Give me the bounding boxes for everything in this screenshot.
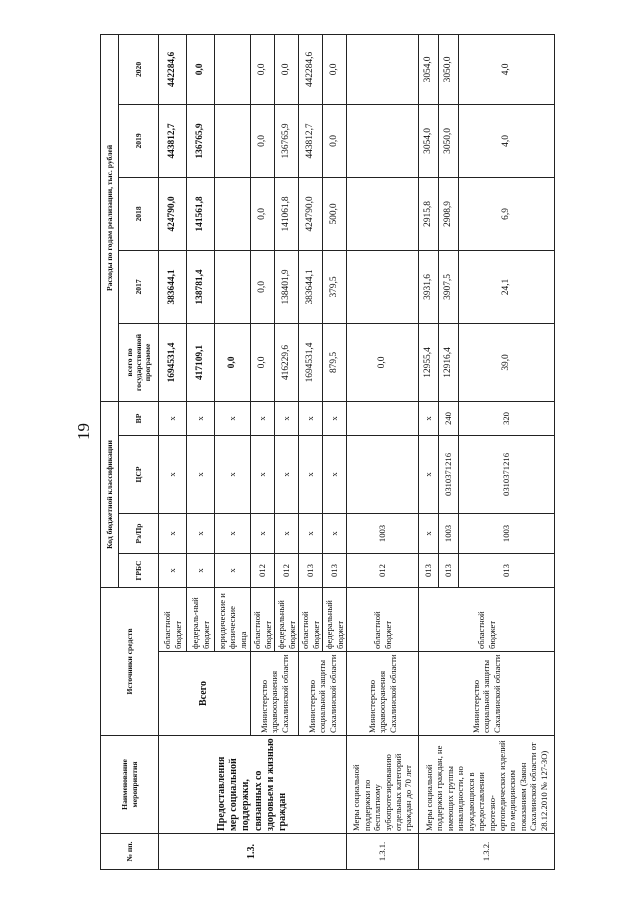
csr-cell: х — [159, 435, 187, 513]
vr-cell: х — [187, 401, 215, 435]
header-total: всего по государственной программе — [119, 323, 159, 401]
y2017-cell: 0,0 — [251, 250, 275, 323]
total-cell: 1694531,4 — [159, 323, 187, 401]
source-cell: областной бюджет — [299, 587, 323, 651]
y2019-cell: 4,0 — [459, 104, 555, 177]
csr-cell: х — [275, 435, 299, 513]
ministry-cell: Министерство социальной защиты Сахалинской области — [299, 652, 347, 736]
y2018-cell: 6,9 — [459, 177, 555, 250]
grbs-cell: 013 — [439, 553, 459, 587]
y2020-cell: 0,0 — [251, 34, 275, 104]
rzpr-cell: х — [187, 513, 215, 553]
budget-table — [100, 34, 555, 870]
y2018-cell: 424790,0 — [159, 177, 187, 250]
y2017-cell: 3907,5 — [439, 250, 459, 323]
rzpr-cell: х — [159, 513, 187, 553]
y2019-cell — [215, 104, 251, 177]
y2017-cell: 138781,4 — [187, 250, 215, 323]
y2020-cell: 3050,0 — [439, 34, 459, 104]
total-cell: 417109,1 — [187, 323, 215, 401]
grbs-cell: х — [159, 553, 187, 587]
item-name: Меры социальной поддержки граждан, не имеющих группы инвалидности, но нуждающихся в предоставлении протезно-ортопедических изделий по медицинским показаниям (Закон Сахалинской области от 28.12.2010 № 127-ЗО) — [419, 736, 555, 834]
y2018-cell: 424790,0 — [299, 177, 323, 250]
rzpr-cell: х — [251, 513, 275, 553]
table-row — [419, 34, 439, 869]
header-vr: ВР — [119, 401, 159, 435]
header-sources: Источники средств — [101, 587, 159, 735]
y2017-cell: 24,1 — [459, 250, 555, 323]
header-year-2018: 2018 — [119, 177, 159, 250]
item-num: 1.3.1. — [347, 834, 419, 870]
header-name: Наименование мероприятия — [101, 736, 159, 834]
csr-cell: х — [215, 435, 251, 513]
item-name: Меры социальной поддержки по бесплатному зубопротезированию отдельных категорий граждан до 70 лет — [347, 736, 419, 834]
vr-cell: х — [299, 401, 323, 435]
y2018-cell: 141561,8 — [187, 177, 215, 250]
y2017-cell: 3931,6 — [419, 250, 439, 323]
rzpr-cell: 1003 — [347, 513, 419, 553]
vr-cell: х — [323, 401, 347, 435]
grbs-cell: х — [187, 553, 215, 587]
y2019-cell: 3050,0 — [439, 104, 459, 177]
total-cell: 12916,4 — [439, 323, 459, 401]
vr-cell: 320 — [459, 401, 555, 435]
csr-cell: х — [299, 435, 323, 513]
rzpr-cell: х — [215, 513, 251, 553]
grbs-cell: 012 — [347, 553, 419, 587]
csr-cell: х — [251, 435, 275, 513]
ministry-cell: Министерство здравоохранения Сахалинской области — [347, 652, 419, 736]
vr-cell: х — [275, 401, 299, 435]
csr-cell: 0310371216 — [439, 435, 459, 513]
ministry-cell: Министерство здравоохранения Сахалинской области — [251, 652, 299, 736]
header-expenses: Расходы по годам реализации, тыс. рублей — [101, 34, 119, 401]
y2020-cell: 3054,0 — [419, 34, 439, 104]
y2018-cell: 0,0 — [251, 177, 275, 250]
y2019-cell: 3054,0 — [419, 104, 439, 177]
table-row — [347, 34, 419, 869]
y2019-cell: 0,0 — [251, 104, 275, 177]
section-name: Предоставления мер социальной поддержки, связанных со здоровьем и жизнью граждан — [159, 736, 347, 834]
y2018-cell: 2915,8 — [419, 177, 439, 250]
csr-cell: х — [323, 435, 347, 513]
y2017-cell: 379,5 — [323, 250, 347, 323]
grbs-cell: 012 — [251, 553, 275, 587]
y2018-cell: 500,0 — [323, 177, 347, 250]
rzpr-cell: х — [299, 513, 323, 553]
header-csr: ЦСР — [119, 435, 159, 513]
header-year-2020: 2020 — [119, 34, 159, 104]
header-year-2017: 2017 — [119, 250, 159, 323]
header-num: № пп. — [101, 834, 159, 870]
total-cell: 12955,4 — [419, 323, 439, 401]
source-cell: областной бюджет — [159, 587, 187, 651]
grbs-cell: 013 — [459, 553, 555, 587]
total-cell: 39,0 — [459, 323, 555, 401]
y2019-cell: 136765,9 — [275, 104, 299, 177]
source-cell: федеральный бюджет — [323, 587, 347, 651]
vr-cell: х — [251, 401, 275, 435]
section-num: 1.3. — [159, 834, 347, 870]
csr-cell — [347, 435, 419, 513]
source-cell: областной бюджет — [251, 587, 275, 651]
rzpr-cell: 1003 — [459, 513, 555, 553]
grbs-cell: 013 — [323, 553, 347, 587]
y2020-cell: 442284,6 — [299, 34, 323, 104]
grbs-cell: х — [215, 553, 251, 587]
y2020-cell: 0,0 — [323, 34, 347, 104]
y2018-cell: 2908,9 — [439, 177, 459, 250]
vr-cell: х — [419, 401, 439, 435]
item-num: 1.3.2. — [419, 834, 555, 870]
source-cell: юридические и физические лица — [215, 587, 251, 651]
total-cell: 0,0 — [251, 323, 275, 401]
y2020-cell: 442284,6 — [159, 34, 187, 104]
vr-cell: х — [159, 401, 187, 435]
y2019-cell — [347, 104, 419, 177]
section-total-label: Всего — [159, 652, 251, 736]
total-cell: 416229,6 — [275, 323, 299, 401]
grbs-cell: 012 — [275, 553, 299, 587]
y2020-cell — [347, 34, 419, 104]
rzpr-cell: х — [275, 513, 299, 553]
y2018-cell — [215, 177, 251, 250]
source-cell: федераль-ный бюджет — [187, 587, 215, 651]
csr-cell: х — [419, 435, 439, 513]
grbs-cell: 013 — [419, 553, 439, 587]
y2017-cell — [347, 250, 419, 323]
grbs-cell: 013 — [299, 553, 323, 587]
total-cell: 879,5 — [323, 323, 347, 401]
y2017-cell — [215, 250, 251, 323]
page-number: 19 — [74, 423, 93, 440]
header-year-2019: 2019 — [119, 104, 159, 177]
header-budget-codes: Код бюджетной классификации — [101, 401, 119, 587]
vr-cell: х — [215, 401, 251, 435]
ministry-cell: Министерство социальной защиты Сахалинской области — [419, 652, 555, 736]
y2018-cell — [347, 177, 419, 250]
csr-cell: 0310371216 — [459, 435, 555, 513]
y2017-cell: 383644,1 — [299, 250, 323, 323]
y2017-cell: 138401,9 — [275, 250, 299, 323]
y2020-cell: 0,0 — [275, 34, 299, 104]
header-grbs: ГРБС — [119, 553, 159, 587]
y2020-cell — [215, 34, 251, 104]
table-row — [159, 34, 187, 869]
y2019-cell: 0,0 — [323, 104, 347, 177]
source-cell: областной бюджет — [419, 587, 555, 651]
total-cell: 0,0 — [215, 323, 251, 401]
header-rzpr: Рз/Пр — [119, 513, 159, 553]
y2019-cell: 443812,7 — [299, 104, 323, 177]
rotated-table-wrapper — [100, 35, 549, 870]
y2019-cell: 136765,9 — [187, 104, 215, 177]
y2018-cell: 141061,8 — [275, 177, 299, 250]
y2019-cell: 443812,7 — [159, 104, 187, 177]
rzpr-cell: х — [323, 513, 347, 553]
y2020-cell: 0,0 — [187, 34, 215, 104]
source-cell: федеральный бюджет — [275, 587, 299, 651]
rzpr-cell: х — [419, 513, 439, 553]
total-cell: 0,0 — [347, 323, 419, 401]
y2017-cell: 383644,1 — [159, 250, 187, 323]
csr-cell: х — [187, 435, 215, 513]
vr-cell: 240 — [439, 401, 459, 435]
source-cell: областной бюджет — [347, 587, 419, 651]
y2020-cell: 4,0 — [459, 34, 555, 104]
rzpr-cell: 1003 — [439, 513, 459, 553]
total-cell: 1694531,4 — [299, 323, 323, 401]
vr-cell — [347, 401, 419, 435]
